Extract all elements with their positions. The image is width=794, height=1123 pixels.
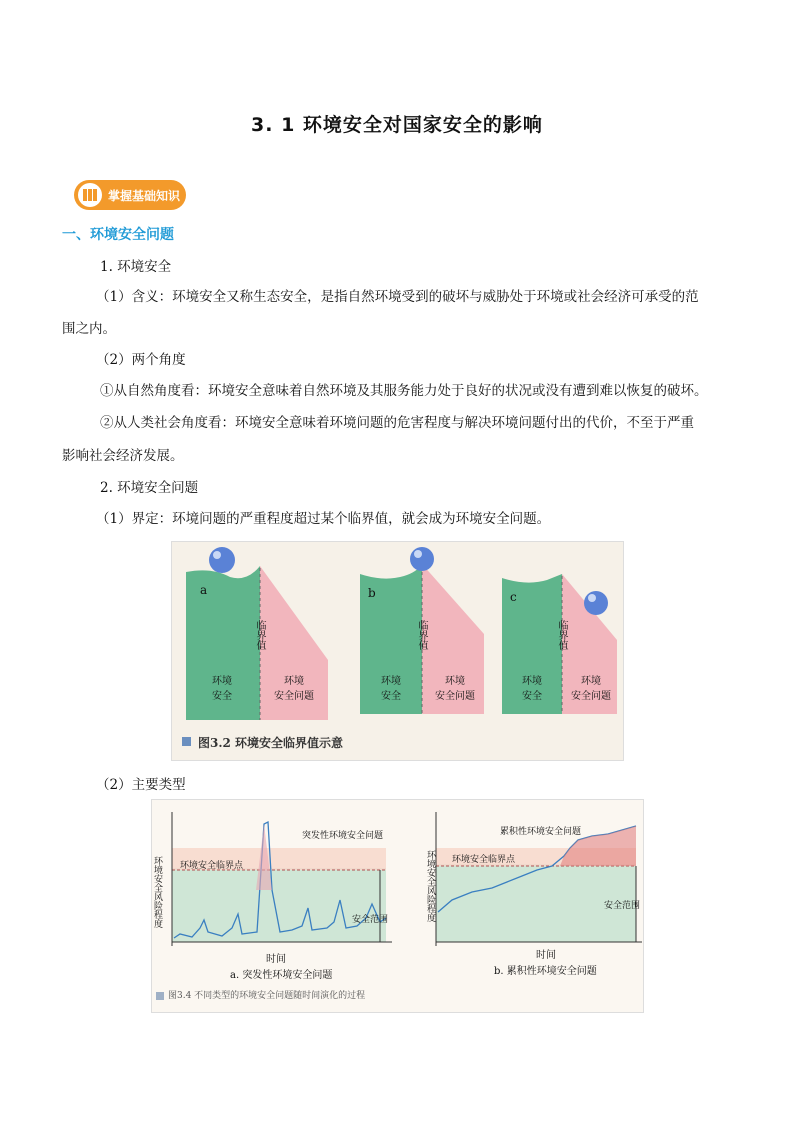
cumulative-ylabel: 环境安全风险程度 bbox=[425, 850, 435, 922]
para-1: 1. 环境安全 bbox=[100, 259, 172, 275]
panel-c-letter: c bbox=[510, 590, 517, 604]
panel-c-threshold: 临界值 bbox=[556, 620, 567, 650]
badge-label: 掌握基础知识 bbox=[108, 188, 181, 203]
sudden-event: 突发性环境安全问题 bbox=[302, 831, 384, 841]
threshold-figure bbox=[171, 541, 624, 761]
panel-b-letter: b bbox=[368, 586, 376, 600]
cumulative-threshold: 环境安全临界点 bbox=[452, 855, 516, 865]
para-6: 2. 环境安全问题 bbox=[100, 480, 199, 496]
para-2a: （1）含义：环境安全又称生态安全，是指自然环境受到的破坏与威胁处于环境或社会经济可承受的范 bbox=[96, 289, 699, 305]
panel-b-safe-1: 环境 bbox=[381, 676, 401, 687]
sudden-subtitle: a. 突发性环境安全问题 bbox=[230, 970, 333, 981]
panel-a-prob-1: 环境 bbox=[284, 676, 304, 687]
types-figure bbox=[151, 799, 644, 1013]
books-icon bbox=[78, 183, 102, 207]
para-4: ①从自然角度看：环境安全意味着自然环境及其服务能力处于良好的状况或没有遭到难以恢复的破坏。 bbox=[100, 383, 708, 399]
para-2b: 围之内。 bbox=[62, 321, 116, 337]
fig1-caption: 图3.2 环境安全临界值示意 bbox=[198, 736, 344, 750]
panel-c-safe-2: 安全 bbox=[522, 691, 542, 702]
panel-a-safe-1: 环境 bbox=[212, 676, 232, 687]
panel-c-safe-1: 环境 bbox=[522, 676, 542, 687]
panel-a-prob-2: 安全问题 bbox=[274, 691, 314, 702]
section-badge bbox=[74, 180, 186, 210]
fig2-caption: 图3.4 不同类型的环境安全问题随时间演化的过程 bbox=[168, 991, 366, 1001]
panel-b-prob-2: 安全问题 bbox=[435, 691, 475, 702]
sudden-xlabel: 时间 bbox=[266, 954, 286, 965]
para-3: （2）两个角度 bbox=[96, 352, 186, 368]
cumulative-xlabel: 时间 bbox=[536, 950, 556, 961]
para-7: （1）界定：环境问题的严重程度超过某个临界值，就会成为环境安全问题。 bbox=[96, 511, 551, 527]
sudden-ylabel: 环境安全风险程度 bbox=[152, 856, 162, 928]
panel-b-prob-1: 环境 bbox=[445, 676, 465, 687]
para-5b: 影响社会经济发展。 bbox=[62, 448, 184, 464]
panel-b-threshold: 临界值 bbox=[416, 620, 427, 650]
panel-c-prob-1: 环境 bbox=[581, 676, 601, 687]
cumulative-event: 累积性环境安全问题 bbox=[500, 827, 582, 837]
panel-b-safe-2: 安全 bbox=[381, 691, 401, 702]
cumulative-range: 安全范围 bbox=[604, 901, 641, 911]
panel-a-threshold: 临界值 bbox=[254, 620, 265, 650]
sudden-range: 安全范围 bbox=[352, 915, 389, 925]
cumulative-subtitle: b. 累积性环境安全问题 bbox=[494, 966, 597, 977]
section-heading: 一、环境安全问题 bbox=[62, 227, 174, 243]
panel-c-prob-2: 安全问题 bbox=[571, 691, 611, 702]
panel-a-letter: a bbox=[200, 583, 208, 597]
sudden-threshold: 环境安全临界点 bbox=[180, 861, 244, 871]
para-8: （2）主要类型 bbox=[96, 777, 186, 793]
page-title: 3. 1 环境安全对国家安全的影响 bbox=[251, 114, 543, 136]
para-5a: ②从人类社会角度看：环境安全意味着环境问题的危害程度与解决环境问题付出的代价，不至于严重 bbox=[100, 415, 694, 431]
panel-a-safe-2: 安全 bbox=[212, 691, 232, 702]
